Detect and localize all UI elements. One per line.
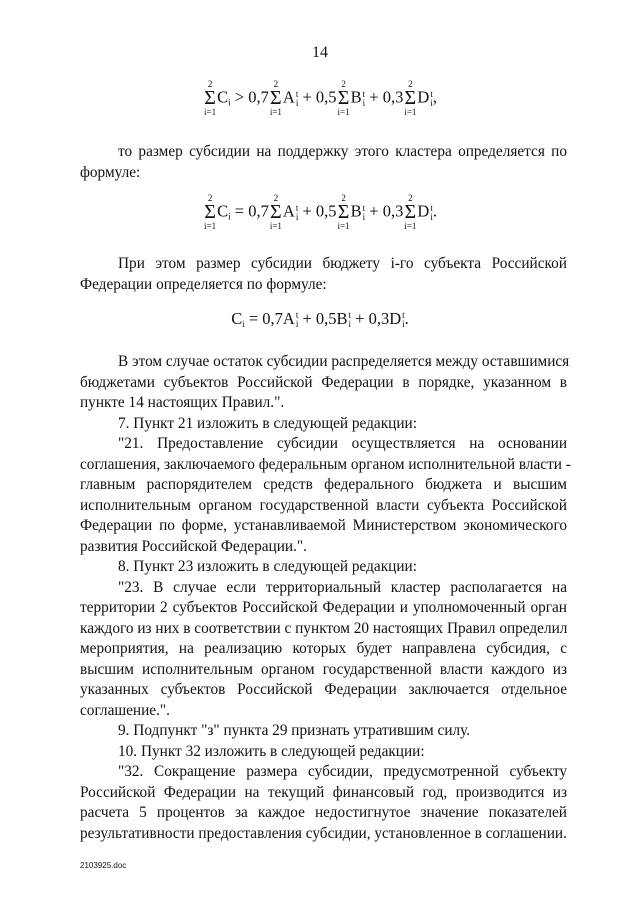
formula-subject-subsidy: Ci = 0,7A t i + 0,5B t i + 0,3D t i . — [231, 309, 409, 330]
formula-equality: 2 Σ i=1 Ci = 0,7 2 Σ i=1 A t i + 0,5 2 Σ i=1 B t i + 0,3 2 Σ i=1 D t i . — [204, 193, 437, 231]
paragraph-intro: то размер субсидии на поддержку этого кластера определяется по формуле: — [80, 143, 567, 181]
formula-inequality: 2 Σ i=1 Ci > 0,7 2 Σ i=1 A t i + 0,5 2 Σ i=1 B t i + 0,3 2 Σ i=1 D t i , — [204, 79, 437, 117]
summation-sign: 2 Σ i=1 — [204, 79, 217, 117]
paragraph-subject-budget: При этом размер субсидии бюджету i-го субъекта Российской Федерации определяется по формуле: — [80, 255, 567, 293]
document-filename: 2103925.doc — [80, 861, 127, 870]
page-number: 14 — [312, 44, 328, 61]
main-text: В этом случае остаток субсидии распределяется между оставшимися бюджетами субъектов Российской Федерации в порядке, указанном в пункте 14 настоящих Правил.". 7. Пункт 21 изложить в следующей редакции: "21. Предоставление субсидии осуществляется на основании соглашения, заключаемого федеральным органом исполнительной власти - главным распорядителем средств федерального бюджета и высшим исполнительным органом государственной власти субъекта Российской Федерации по форме, устанавливаемой Министерством экономического развития Российской Федерации.". 8. Пункт 23 изложить в следующей редакции: "23. В случае если территориальный кластер располагается на территории 2 субъектов Российской Федерации и уполномоченный орган каждого из них в соответствии с пунктом 20 настоящих Правил определил мероприятия, на реализацию которых будет направлена субсидия, с высшим исполнительным органом государственной власти каждого из указанных субъектов Российской Федерации заключается отдельное соглашение.". 9. Подпункт "з" пункта 29 признать утратившим силу. 10. Пункт 32 изложить в следующей редакции: "32. Сокращение размера субсидии, предусмотренной субъекту Российской Федерации на текущий финансовый год, производится из расчета 5 процентов за каждое недостигнутое значение показателей результативности предоставления субсидии, установленное в соглашении. — [80, 353, 571, 842]
